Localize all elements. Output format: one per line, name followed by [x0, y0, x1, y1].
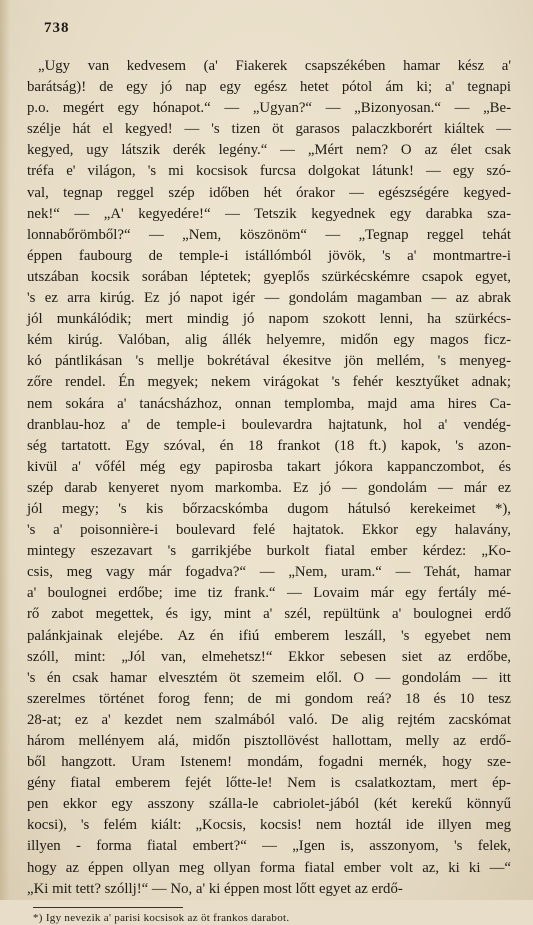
text-line: 's a' poisonnière-i boulevard felé hajtatok. Ekkor egy halavány,	[27, 522, 511, 539]
text-line: csis, meg vagy már fogadva?“ — „Nem, uram.“ — Tehát, hamar	[27, 564, 511, 581]
body-text	[27, 56, 511, 900]
text-line: p.o. megért egy hónapot.“ — „Ugyan?“ — „Bizonyosan.“ — „Be-	[27, 100, 511, 117]
text-line: 's ez arra kirúg. Ez jó napot igér — gondolám magamban — az abrak	[27, 290, 511, 307]
text-line: éppen faubourg de temple-i istállómból jövök, 's a' montmartre-i	[27, 247, 511, 264]
text-line: ből hangzott. Uram Istenem! mondám, fogadni mernék, hogy sze-	[27, 754, 511, 771]
text-line: barátság)! de egy jó nap egy egész hetet pótol ám ki; a' tegnapi	[27, 79, 511, 96]
text-line: zőre rendel. Én megyek; nekem virágokat 's fehér kesztyűket adnak;	[27, 374, 511, 391]
text-line: szép darab kenyeret nyom markomba. Ez jó — gondolám — már ez	[27, 479, 511, 496]
text-line: tréfa e' világon, 's mi kocsisok furcsa dolgokat látunk! — egy szó-	[27, 163, 511, 180]
text-line: kocsi), 's felém kiált: „Kocsis, kocsis! nem hoztál ide illyen meg	[27, 817, 511, 834]
text-line: dranblau-hoz a' de temple-i boulevardra hajtatunk, hol a' vendég-	[27, 416, 511, 433]
text-line: „Ki mit tett? szóllj!“ — No, a' ki éppen most lőtt egyet az erdő-	[27, 880, 403, 897]
text-line: szerelmes történet forog fenn; de mi gondom reá? 18 és 10 tesz	[27, 690, 511, 707]
text-line: gény fiatal emberem fejét lőtte-le! Nem is csalatkoztam, mert ép-	[27, 775, 511, 792]
footnote-divider	[33, 907, 183, 908]
text-line: nek!“ — „A' kegyedére!“ — Tetszik kegyednek egy darabka sza-	[27, 205, 511, 222]
text-line: nem sokára a' tanácsházhoz, onnan templomba, majd ama hires Ca-	[27, 395, 511, 412]
text-line: pen ekkor egy asszony szálla-le cabriolet-jából (két kerekű könnyű	[27, 796, 511, 813]
text-line: 's én csak hamar elvesztém öt szemeim elől. O — gondolám — itt	[27, 669, 511, 686]
text-line: rő zabot megettek, és igy, mint a' szél, repültünk a' boulognei erdő	[27, 606, 511, 623]
text-line: szóll, mint: „Jól van, elmehetsz!“ Ekkor sebesen siet az erdőbe,	[27, 648, 511, 665]
text-line: 28-at; ez a' kezdet nem szalmából való. De alig rejtém zacskómat	[27, 711, 511, 728]
text-line: kém kirúg. Valóban, alig állék helyemre, midőn egy magos ficz-	[27, 332, 511, 349]
footnote: *) Igy nevezik a' parisi kocsisok az öt frankos darabot.	[33, 911, 290, 924]
text-line: ség tartatott. Egy szóval, én 18 frankot (18 ft.) kapok, 's azon-	[27, 437, 511, 454]
text-line: kivül a' vőfél még egy papirosba takart jókora kappanczombot, és	[27, 458, 511, 475]
text-line: a' boulognei erdőbe; ime tiz frank.“ — Lovaim már egy fertály mé-	[27, 585, 511, 602]
text-line: val, tegnap reggel szép időben hét órakor — egészségére kegyed-	[27, 184, 511, 201]
text-line: jól munkálódik; mert mindig jó napom szokott lenni, ha szürkécs-	[27, 311, 511, 328]
text-line: utszában kocsik sorában léptetek; gyeplős szürkécskémre csapok egyet,	[27, 268, 511, 285]
text-line: „Ugy van kedvesem (a' Fiakerek csapszékében hamar kész a'	[38, 58, 511, 74]
text-line: kegyed, ugy látszik derék legény.“ — „Mért nem? O az élet csak	[27, 142, 511, 159]
text-line: három mellényem alá, midőn pisztollövést hallottam, melly az erdő-	[27, 733, 511, 749]
text-line: lonnabőrömből?“ — „Nem, köszönöm“ — „Tegnap reggel tehát	[27, 226, 511, 243]
text-line: mintegy eszezavart 's garrikjébe burkolt fiatal ember kérdez: „Ko-	[27, 543, 511, 560]
text-line: kó pántlikásan 's mellje bokrétával ékesitve jön mellém, 's menyeg-	[27, 353, 511, 370]
text-line: szélje hát el kegyed! — 's tizen öt garasos palaczkborért kiáltek —	[27, 121, 511, 138]
text-line: palánkjainak elejébe. Az én ifiú emberem leszáll, 's egyebet nem	[27, 627, 511, 644]
page-number: 738	[44, 20, 70, 36]
text-line: jól megy; 's kis bőrzacskómba dugom hátulsó kerekeimet *),	[27, 500, 511, 517]
text-line: illyen - forma fiatal embert?“ — „Igen is, asszonyom, 's felek,	[27, 838, 511, 855]
text-line: hogy az éppen ollyan meg ollyan forma fiatal ember volt az, ki ki —“	[27, 859, 511, 876]
